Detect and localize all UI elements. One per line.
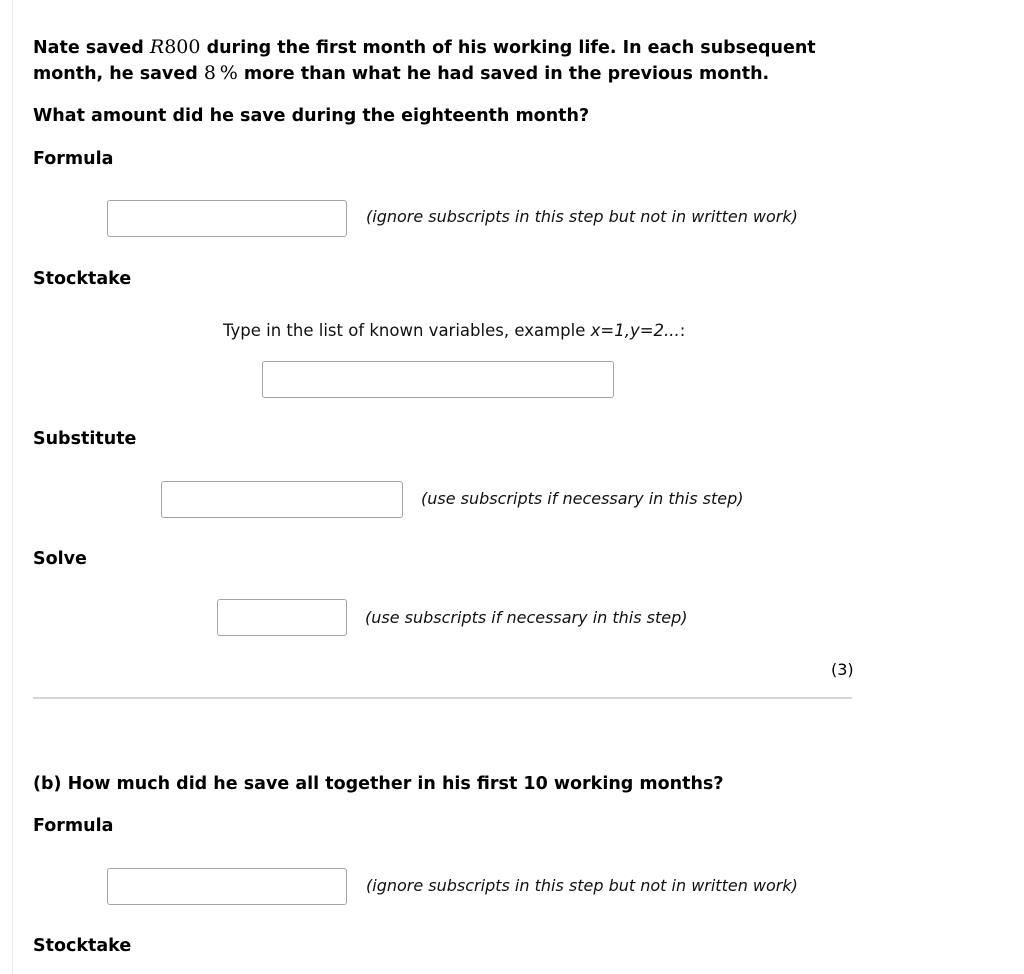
part-a-substitute-hint: (use subscripts if necessary in this step) [421, 489, 744, 508]
part-a-marks: (3) [831, 660, 854, 679]
part-a-formula-hint: (ignore subscripts in this step but not in written work) [366, 207, 798, 226]
part-a-solve-label: Solve [33, 549, 87, 569]
part-a-formula-input[interactable] [107, 200, 347, 237]
growth-percent-math: 8 % [203, 62, 238, 84]
part-a-substitute-input[interactable] [161, 481, 403, 518]
part-b-prompt: (b) How much did he save all together in his first 10 working months? [33, 774, 724, 794]
page-left-edge [12, 0, 13, 974]
question-statement [33, 35, 816, 87]
part-b-formula-hint: (ignore subscripts in this step but not in written work) [366, 876, 798, 895]
part-a-formula-label: Formula [33, 149, 114, 169]
part-a-solve-hint: (use subscripts if necessary in this step) [365, 608, 688, 627]
part-a-stocktake-input[interactable] [262, 361, 614, 398]
initial-amount-math: R800 [149, 36, 201, 58]
question-line-1: Nate saved R800 during the first month of his working life. In each subsequent [33, 36, 816, 58]
section-divider [33, 697, 852, 699]
part-a-substitute-label: Substitute [33, 429, 137, 449]
question-line-2: month, he saved 8 % more than what he had saved in the previous month. [33, 62, 770, 84]
part-a-solve-input[interactable] [217, 599, 347, 636]
part-a-stocktake-instruction: Type in the list of known variables, example x=1,y=2...: [223, 321, 686, 340]
part-b-formula-input[interactable] [107, 868, 347, 905]
part-a-stocktake-label: Stocktake [33, 269, 132, 289]
part-a-prompt: What amount did he save during the eighteenth month? [33, 106, 590, 126]
part-b-formula-label: Formula [33, 816, 114, 836]
part-b-stocktake-label: Stocktake [33, 936, 132, 956]
